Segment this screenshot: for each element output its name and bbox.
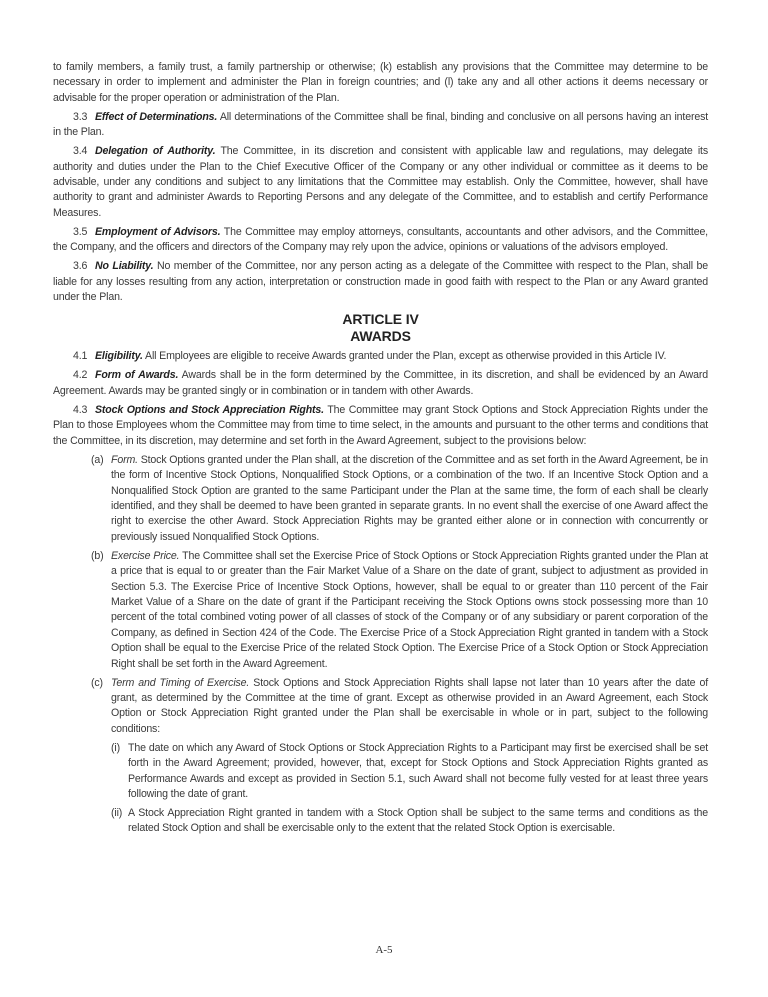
section-number: 4.3	[73, 403, 88, 416]
section-number: 3.3	[73, 110, 88, 123]
section-3-5	[53, 225, 708, 256]
list-item-b	[53, 549, 708, 672]
section-3-6	[53, 259, 708, 305]
section-number: 4.2	[73, 369, 88, 382]
list-item-a	[53, 453, 708, 545]
section-title: Delegation of Authority.	[95, 145, 216, 158]
section-text: No member of the Committee, nor any person acting as a delegate of the Committee with respect to the Plan, shall be liable for any losses resulting from any action, interpretation or construction made in good faith with respect to the Plan or any Award granted under the Plan.	[53, 260, 708, 304]
section-text: The Committee may grant Stock Options and Stock Appreciation Rights under the Plan to those Employees whom the Committee may from time to time select, in the amounts and pursuant to the other terms and conditions that the Committee, in its discretion, may determine and set forth in the Award Agreement, subject to the provisions below:	[53, 403, 709, 447]
section-number: 3.6	[73, 260, 88, 273]
sub-item-text: A Stock Appreciation Right granted in tandem with a Stock Option shall be subject to the same terms and conditions as the related Stock Option and shall be exercisable only to the extent that the related Stock Option is exercisable.	[128, 807, 708, 835]
item-text: Stock Options granted under the Plan shall, at the discretion of the Committee and as set forth in the Award Agreement, be in the form of Incentive Stock Options, Nonqualified Stock Options, or a combination of the two. If an Incentive Stock Option and a Nonqualified Stock Option are granted to the same Participant under the Plan at the same time, the form of each shall be clearly identified, and they shall be deemed to have been granted in separate grants. In no event shall the exercise of one Award affect the right to exercise the other Award. Stock Appreciation Rights may be granted either alone or in connection with concurrently or previously issued Nonqualified Stock Options.	[111, 453, 708, 543]
section-title: Stock Options and Stock Appreciation Rights.	[95, 403, 324, 416]
sub-item-label: (ii)	[111, 807, 123, 819]
list-item-c	[53, 676, 708, 738]
item-label: (c)	[91, 676, 103, 689]
article-number: ARTICLE IV	[342, 311, 419, 328]
article-title: AWARDS	[350, 328, 411, 345]
sub-item-i	[53, 741, 708, 803]
section-title: Effect of Determinations.	[95, 110, 218, 123]
sub-item-ii	[53, 806, 708, 837]
item-text: The Committee shall set the Exercise Price of Stock Options or Stock Appreciation Rights granted under the Plan at a price that is equal to or greater than the Fair Market Value of a Share on the date of grant, subject to adjustment as provided in Section 5.3. The Exercise Price of Incentive Stock Options, however, shall be equal to or greater than 110 percent of the Fair Market Value of a Share on the date of grant if the Participant receiving the Stock Options owns stock possessing more than 10 percent of the total combined voting power of all classes of stock of the Company or of any subsidiary or parent corporation of the Company, as defined in Section 424 of the Code. The Exercise Price of a Stock Appreciation Right granted in tandem with a Stock Option shall be equal to the Exercise Price of the related Stock Option. The Exercise Price of a Stock Option or Stock Appreciation Right shall be set forth in the Award Agreement.	[111, 549, 708, 670]
document-page	[53, 60, 708, 840]
section-4-3	[53, 403, 708, 449]
section-3-3	[53, 110, 708, 141]
section-number: 3.5	[73, 225, 88, 238]
section-3-4	[53, 144, 708, 221]
item-title: Term and Timing of Exercise.	[111, 676, 250, 689]
item-label: (b)	[91, 549, 104, 562]
section-title: No Liability.	[95, 260, 154, 273]
section-text: The Committee may employ attorneys, consultants, accountants and other advisors, and the Committee, the Company, and the officers and directors of the Company may rely upon the advice, opinions or valuations of the advisors employed.	[53, 225, 708, 254]
page-number: A-5	[375, 944, 393, 956]
section-4-1	[53, 349, 708, 364]
item-title: Form.	[111, 453, 138, 466]
sub-item-label: (i)	[111, 741, 120, 754]
section-text: All determinations of the Committee shall be final, binding and conclusive on all persons having an interest in the Plan.	[53, 110, 709, 139]
section-title: Form of Awards.	[95, 369, 179, 382]
section-number: 3.4	[73, 145, 88, 158]
article-heading	[53, 311, 708, 345]
section-title: Employment of Advisors.	[95, 225, 221, 238]
item-title: Exercise Price.	[111, 549, 180, 562]
section-text: Awards shall be in the form determined by the Committee, in its discretion, and shall be evidenced by an Award Agreement. Awards may be granted singly or in combination or in tandem with other Awards.	[53, 369, 708, 397]
item-label: (a)	[91, 453, 104, 466]
section-number: 4.1	[73, 350, 88, 363]
intro-paragraph: to family members, a family trust, a family partnership or otherwise; (k) establish any provisions that the Committee may determine to be necessary in order to implement and administer the Plan in foreign countries; and (l) take any and all other actions it deems necessary or advisable for the proper operation or administration of the Plan.	[53, 61, 708, 104]
section-4-2	[53, 368, 708, 399]
sub-item-text: The date on which any Award of Stock Options or Stock Appreciation Rights to a Participant may first be exercised shall be set forth in the Award Agreement; provided, however, that, except for Stock Options and Stock Appreciation Rights granted as Performance Awards and except as provided in Section 5.1, such Award shall not become fully vested for at least three years following the date of grant.	[128, 741, 708, 800]
section-text: The Committee, in its discretion and consistent with applicable law and regulations, may delegate its authority and duties under the Plan to the Chief Executive Officer of the Company or any other individual or committee as it deems to be advisable, under any conditions and subject to any limitations that the Committee may establish. Only the Committee, however, shall have authority to grant and administer Awards to Reporting Persons and any delegate of the Committee, and to establish and certify Performance Measures.	[53, 145, 708, 219]
section-title: Eligibility.	[95, 350, 143, 363]
section-text: All Employees are eligible to receive Awards granted under the Plan, except as otherwise provided in this Article IV.	[142, 350, 667, 363]
item-text: Stock Options and Stock Appreciation Rights shall lapse not later than 10 years after the date of grant, as determined by the Committee at the time of grant. Except as otherwise provided in an Award Agreement, each Stock Option or Stock Appreciation Right granted under the Plan shall be exercisable in whole or in part, subject to the following conditions:	[111, 676, 708, 735]
